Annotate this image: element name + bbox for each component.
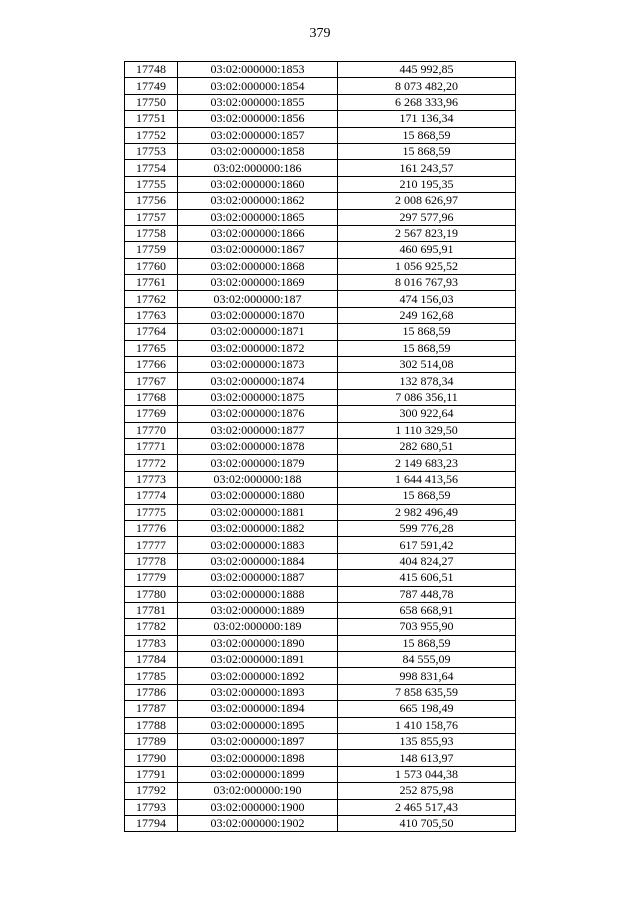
cadastral-number-cell: 03:02:000000:1879 [178,455,338,471]
value-cell: 161 243,57 [338,160,516,176]
value-cell: 474 156,03 [338,291,516,307]
table-row [125,701,516,717]
table-row [125,537,516,553]
row-number-cell: 17793 [125,799,178,815]
value-cell: 2 465 517,43 [338,799,516,815]
table-row [125,357,516,373]
row-number-cell: 17765 [125,340,178,356]
cadastral-number-cell: 03:02:000000:1871 [178,324,338,340]
value-cell: 15 868,59 [338,340,516,356]
row-number-cell: 17771 [125,438,178,454]
cadastral-number-cell: 03:02:000000:1867 [178,242,338,258]
value-cell: 599 776,28 [338,520,516,536]
table-row [125,143,516,159]
row-number-cell: 17754 [125,160,178,176]
table-row [125,635,516,651]
cadastral-number-cell: 03:02:000000:1882 [178,520,338,536]
row-number-cell: 17778 [125,553,178,569]
row-number-cell: 17755 [125,176,178,192]
value-cell: 1 056 925,52 [338,258,516,274]
table-row [125,586,516,602]
value-cell: 135 855,93 [338,734,516,750]
row-number-cell: 17758 [125,225,178,241]
value-cell: 410 705,50 [338,815,516,831]
cadastral-number-cell: 03:02:000000:188 [178,471,338,487]
row-number-cell: 17768 [125,389,178,405]
value-cell: 15 868,59 [338,635,516,651]
value-cell: 787 448,78 [338,586,516,602]
value-cell: 617 591,42 [338,537,516,553]
table-row [125,520,516,536]
cadastral-number-cell: 03:02:000000:1854 [178,78,338,94]
value-cell: 8 016 767,93 [338,275,516,291]
cadastral-number-cell: 03:02:000000:1888 [178,586,338,602]
table-row [125,602,516,618]
row-number-cell: 17761 [125,275,178,291]
table-row [125,471,516,487]
value-cell: 8 073 482,20 [338,78,516,94]
table-row [125,209,516,225]
row-number-cell: 17777 [125,537,178,553]
table-row [125,488,516,504]
row-number-cell: 17783 [125,635,178,651]
value-cell: 249 162,68 [338,307,516,323]
table-row [125,668,516,684]
value-cell: 171 136,34 [338,111,516,127]
cadastral-number-cell: 03:02:000000:1874 [178,373,338,389]
value-cell: 132 878,34 [338,373,516,389]
cadastral-number-cell: 03:02:000000:1881 [178,504,338,520]
table-row [125,225,516,241]
row-number-cell: 17794 [125,815,178,831]
row-number-cell: 17775 [125,504,178,520]
cadastral-number-cell: 03:02:000000:1902 [178,815,338,831]
row-number-cell: 17764 [125,324,178,340]
row-number-cell: 17752 [125,127,178,143]
cadastral-number-cell: 03:02:000000:1898 [178,750,338,766]
row-number-cell: 17766 [125,357,178,373]
row-number-cell: 17787 [125,701,178,717]
table-row [125,406,516,422]
cadastral-number-cell: 03:02:000000:1900 [178,799,338,815]
cadastral-value-table [124,61,516,832]
cadastral-number-cell: 03:02:000000:1872 [178,340,338,356]
cadastral-number-cell: 03:02:000000:1869 [178,275,338,291]
value-cell: 302 514,08 [338,357,516,373]
cadastral-number-cell: 03:02:000000:1887 [178,570,338,586]
cadastral-number-cell: 03:02:000000:1873 [178,357,338,373]
table-row [125,324,516,340]
table-row [125,438,516,454]
table-row [125,127,516,143]
value-cell: 6 268 333,96 [338,94,516,110]
table-row [125,389,516,405]
table-row [125,717,516,733]
table-row [125,94,516,110]
value-cell: 282 680,51 [338,438,516,454]
row-number-cell: 17773 [125,471,178,487]
value-cell: 404 824,27 [338,553,516,569]
table-row [125,766,516,782]
cadastral-number-cell: 03:02:000000:1877 [178,422,338,438]
table-row [125,619,516,635]
table-row [125,78,516,94]
cadastral-number-cell: 03:02:000000:187 [178,291,338,307]
value-cell: 297 577,96 [338,209,516,225]
value-cell: 15 868,59 [338,143,516,159]
value-cell: 7 858 635,59 [338,684,516,700]
cadastral-number-cell: 03:02:000000:1866 [178,225,338,241]
table-row [125,783,516,799]
table-row [125,750,516,766]
value-cell: 2 008 626,97 [338,193,516,209]
table-row [125,734,516,750]
row-number-cell: 17770 [125,422,178,438]
value-cell: 998 831,64 [338,668,516,684]
table-row [125,275,516,291]
row-number-cell: 17772 [125,455,178,471]
value-cell: 703 955,90 [338,619,516,635]
value-cell: 2 567 823,19 [338,225,516,241]
cadastral-number-cell: 03:02:000000:1865 [178,209,338,225]
row-number-cell: 17749 [125,78,178,94]
table-row [125,815,516,831]
cadastral-number-cell: 03:02:000000:1857 [178,127,338,143]
table-row [125,570,516,586]
cadastral-number-cell: 03:02:000000:1891 [178,652,338,668]
table-row [125,176,516,192]
row-number-cell: 17782 [125,619,178,635]
cadastral-number-cell: 03:02:000000:1876 [178,406,338,422]
value-cell: 210 195,35 [338,176,516,192]
cadastral-number-cell: 03:02:000000:1870 [178,307,338,323]
cadastral-number-cell: 03:02:000000:1878 [178,438,338,454]
table-body [125,62,516,832]
row-number-cell: 17776 [125,520,178,536]
cadastral-number-cell: 03:02:000000:1892 [178,668,338,684]
table-row [125,652,516,668]
value-cell: 665 198,49 [338,701,516,717]
value-cell: 15 868,59 [338,127,516,143]
cadastral-number-cell: 03:02:000000:1883 [178,537,338,553]
page-number: 379 [309,26,331,41]
cadastral-number-cell: 03:02:000000:1856 [178,111,338,127]
cadastral-number-cell: 03:02:000000:1858 [178,143,338,159]
row-number-cell: 17781 [125,602,178,618]
row-number-cell: 17786 [125,684,178,700]
row-number-cell: 17751 [125,111,178,127]
cadastral-number-cell: 03:02:000000:1895 [178,717,338,733]
row-number-cell: 17756 [125,193,178,209]
row-number-cell: 17762 [125,291,178,307]
cadastral-number-cell: 03:02:000000:1899 [178,766,338,782]
value-cell: 1 573 044,38 [338,766,516,782]
table-row [125,193,516,209]
value-cell: 15 868,59 [338,488,516,504]
value-cell: 2 149 683,23 [338,455,516,471]
value-cell: 1 410 158,76 [338,717,516,733]
table-row [125,373,516,389]
value-cell: 252 875,98 [338,783,516,799]
row-number-cell: 17753 [125,143,178,159]
row-number-cell: 17757 [125,209,178,225]
table-row [125,455,516,471]
cadastral-number-cell: 03:02:000000:1889 [178,602,338,618]
table-row [125,799,516,815]
table-row [125,62,516,78]
cadastral-number-cell: 03:02:000000:1894 [178,701,338,717]
table-row [125,684,516,700]
row-number-cell: 17760 [125,258,178,274]
cadastral-number-cell: 03:02:000000:1868 [178,258,338,274]
cadastral-number-cell: 03:02:000000:1893 [178,684,338,700]
row-number-cell: 17779 [125,570,178,586]
table-row [125,258,516,274]
table-row [125,160,516,176]
value-cell: 2 982 496,49 [338,504,516,520]
cadastral-number-cell: 03:02:000000:190 [178,783,338,799]
table-row [125,340,516,356]
row-number-cell: 17748 [125,62,178,78]
row-number-cell: 17759 [125,242,178,258]
row-number-cell: 17788 [125,717,178,733]
row-number-cell: 17789 [125,734,178,750]
row-number-cell: 17769 [125,406,178,422]
value-cell: 300 922,64 [338,406,516,422]
row-number-cell: 17792 [125,783,178,799]
cadastral-number-cell: 03:02:000000:186 [178,160,338,176]
table-row [125,504,516,520]
row-number-cell: 17763 [125,307,178,323]
table-row [125,307,516,323]
table-row [125,553,516,569]
value-cell: 1 110 329,50 [338,422,516,438]
cadastral-number-cell: 03:02:000000:1890 [178,635,338,651]
row-number-cell: 17785 [125,668,178,684]
value-cell: 658 668,91 [338,602,516,618]
table-row [125,422,516,438]
row-number-cell: 17774 [125,488,178,504]
value-cell: 460 695,91 [338,242,516,258]
row-number-cell: 17784 [125,652,178,668]
cadastral-number-cell: 03:02:000000:1897 [178,734,338,750]
cadastral-number-cell: 03:02:000000:1880 [178,488,338,504]
row-number-cell: 17750 [125,94,178,110]
cadastral-number-cell: 03:02:000000:1855 [178,94,338,110]
cadastral-number-cell: 03:02:000000:1860 [178,176,338,192]
table-row [125,242,516,258]
cadastral-number-cell: 03:02:000000:1853 [178,62,338,78]
cadastral-number-cell: 03:02:000000:1862 [178,193,338,209]
cadastral-number-cell: 03:02:000000:1884 [178,553,338,569]
row-number-cell: 17790 [125,750,178,766]
row-number-cell: 17780 [125,586,178,602]
value-cell: 15 868,59 [338,324,516,340]
value-cell: 148 613,97 [338,750,516,766]
value-cell: 1 644 413,56 [338,471,516,487]
cadastral-number-cell: 03:02:000000:189 [178,619,338,635]
value-cell: 7 086 356,11 [338,389,516,405]
value-cell: 415 606,51 [338,570,516,586]
row-number-cell: 17767 [125,373,178,389]
row-number-cell: 17791 [125,766,178,782]
table-row [125,111,516,127]
value-cell: 84 555,09 [338,652,516,668]
cadastral-number-cell: 03:02:000000:1875 [178,389,338,405]
value-cell: 445 992,85 [338,62,516,78]
table-row [125,291,516,307]
